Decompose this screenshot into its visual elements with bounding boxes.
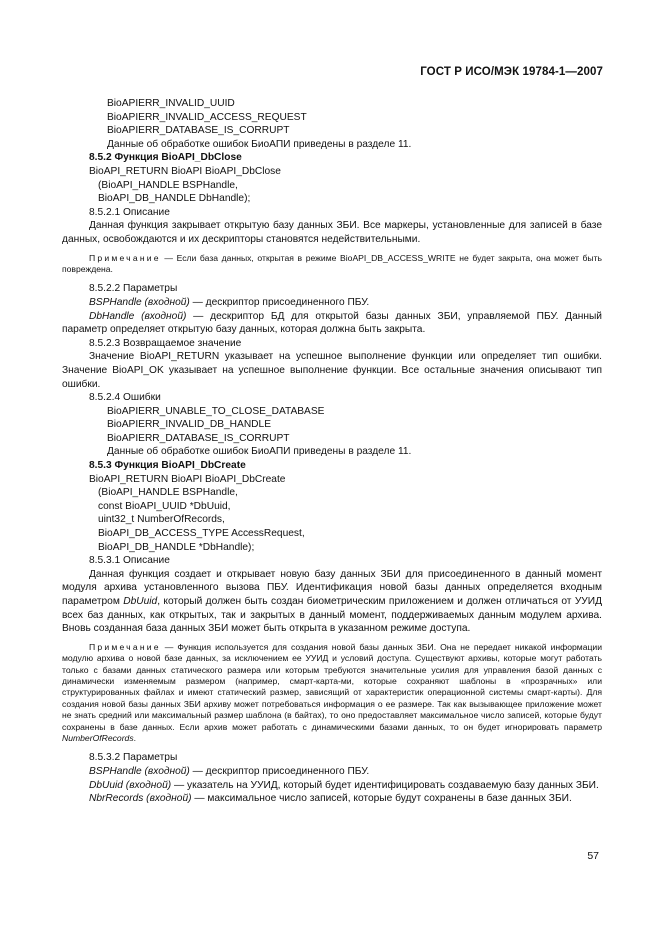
code-line: uint32_t NumberOfRecords, [98, 514, 225, 526]
subsection-heading: 8.5.2.4 Ошибки [89, 392, 161, 404]
error-code: BioAPIERR_INVALID_DB_HANDLE [107, 419, 272, 431]
code-line: (BioAPI_HANDLE BSPHandle, [98, 487, 238, 499]
parameter-name: DbUuid (входной) [89, 779, 172, 791]
section-heading-8-5-2: 8.5.2 Функция BioAPI_DbClose [89, 152, 242, 164]
note [62, 642, 602, 745]
parameter [62, 792, 602, 806]
code-line: (BioAPI_HANDLE BSPHandle, [98, 179, 238, 191]
error-code: BioAPIERR_UNABLE_TO_CLOSE_DATABASE [107, 405, 325, 417]
section-heading-8-5-3: 8.5.3 Функция BioAPI_DbCreate [89, 460, 246, 472]
parameter-text: — дескриптор БД для открытой базы данных ЗБИ, управляемой ПБУ. Данный параметр определяет открытую базу данных, которая должна быть закрыта. [62, 310, 602, 336]
error-code: BioAPIERR_INVALID_UUID [107, 98, 235, 109]
note-label: Примечание [89, 252, 161, 263]
parameter [62, 779, 602, 793]
code-line: BioAPI_DB_HANDLE *DbHandle); [98, 541, 255, 553]
subsection-heading: 8.5.2.1 Описание [89, 206, 170, 218]
page-number: 57 [587, 850, 599, 862]
code-line: BioAPI_RETURN BioAPI BioAPI_DbClose [89, 165, 281, 177]
page-header: ГОСТ Р ИСО/МЭК 19784-1—2007 [420, 66, 603, 78]
error-code: BioAPIERR_INVALID_ACCESS_REQUEST [107, 111, 307, 123]
code-line: BioAPI_DB_HANDLE DbHandle); [98, 193, 251, 205]
paragraph: Значение BioAPI_RETURN указывает на успешное выполнение функции или определяет тип ошибки. Значение BioAPI_OK указывает на успешное выполнение функции. Все остальные значения описывают тип ошибки. [62, 351, 602, 390]
parameter-text: — дескриптор присоединенного ПБУ. [189, 766, 370, 778]
error-reference: Данные об обработке ошибок БиоАПИ приведены в разделе 11. [107, 138, 412, 150]
parameter-name: NbrRecords (входной) [89, 793, 192, 805]
error-code: BioAPIERR_DATABASE_IS_CORRUPT [107, 125, 290, 137]
subsection-heading: 8.5.2.2 Параметры [89, 283, 178, 295]
paragraph: Данная функция закрывает открытую базу данных ЗБИ. Все маркеры, установленные для записей в базе данных, освобождаются и их дескрипторы становятся недействительными. [62, 220, 602, 245]
parameter-name: BSPHandle (входной) [89, 766, 190, 778]
code-line: const BioAPI_UUID *DbUuid, [98, 500, 231, 512]
parameter [62, 765, 602, 779]
note [62, 253, 602, 276]
parameter-text: — максимальное число записей, которые будут сохранены в базе данных ЗБИ. [191, 793, 572, 805]
parameter-text: — дескриптор присоединенного ПБУ. [189, 296, 370, 308]
subsection-heading: 8.5.3.1 Описание [89, 555, 170, 567]
page-content [62, 97, 602, 806]
error-code: BioAPIERR_DATABASE_IS_CORRUPT [107, 432, 290, 444]
note-text: . [133, 733, 137, 744]
parameter-name: DbUuid [123, 596, 158, 607]
paragraph [62, 568, 602, 636]
parameter-text: — указатель на УУИД, который будет идентифицировать создаваемую базу данных ЗБИ. [171, 779, 599, 791]
parameter [62, 310, 602, 337]
paragraph-text: , который должен быть создан биометрическим приложением и должен отличаться от УУИД всех баз данных, как открытых, так и закрытых в данный момент, поддерживаемых данным модулем архива. Вновь созданная база данных ЗБИ может быть открыта в указанном режиме доступа. [62, 596, 602, 635]
subsection-heading: 8.5.2.3 Возвращаемое значение [89, 337, 242, 349]
code-line: BioAPI_RETURN BioAPI BioAPI_DbCreate [89, 473, 286, 485]
parameter-name: DbHandle (входной) [89, 310, 187, 322]
note-label: Примечание [89, 641, 161, 652]
code-line: BioAPI_DB_ACCESS_TYPE AccessRequest, [98, 528, 305, 540]
parameter-name: NumberOfRecords [62, 733, 134, 744]
note-text: — Функция используется для создания новой базы данных ЗБИ. Она не передает никакой информации модулю архива о новой базе данных, за исключением ее УУИД и условий доступа. Существуют архивы, которые могут работать только с базами данных статического размера или которым требуются значительные усилия для управления базой данных с динамически изменяемым размером (например, смарт-карта-ми, которые сохраняют шаблоны в «прозрачных» или структурированных файлах и имеют статический размер, зависящий от характеристик операционной системы смарт-карты). Для создания новой базы данных ЗБИ архиву может потребоваться информация о ее размере. Так как вызывающее приложение может не знать средний или максимальный размер шаблона (в байтах), то оно предоставляет максимальное число записей, которые будут сохранены в базе данных. Если архив может работать с динамическими базами данных, то он будет игнорировать параметр [62, 641, 602, 732]
subsection-heading: 8.5.3.2 Параметры [89, 752, 178, 764]
note-text: — Если база данных, открытая в режиме BioAPI_DB_ACCESS_WRITE не будет закрыта, она может быть повреждена. [62, 252, 602, 274]
parameter [62, 296, 602, 310]
paragraph-text: Данная функция создает и открывает новую базу данных ЗБИ для присоединенного в данный момент модуля архива установленного вызова ПБУ. Идентификация новой базы данных определяется входным параметром [62, 568, 602, 607]
parameter-name: BSPHandle (входной) [89, 296, 190, 308]
error-reference: Данные об обработке ошибок БиоАПИ приведены в разделе 11. [107, 446, 412, 458]
